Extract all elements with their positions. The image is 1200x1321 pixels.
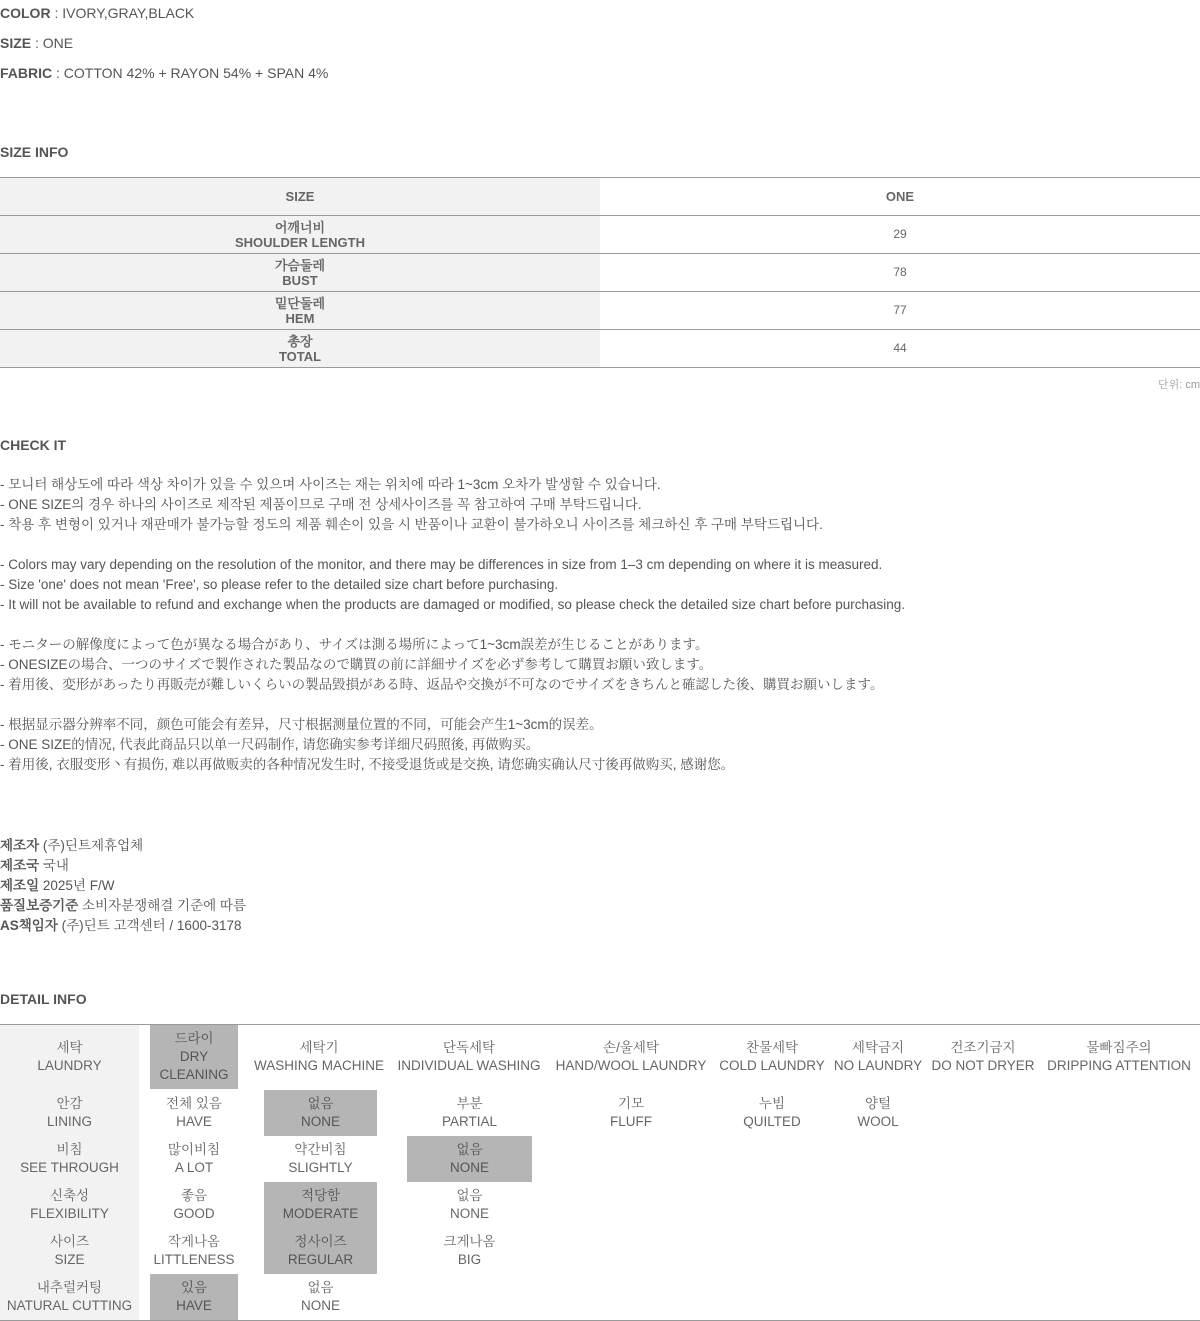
mfg-value: (주)딘트제휴업체: [39, 838, 144, 853]
option-ko: 많이비침: [167, 1142, 221, 1157]
detail-option: [930, 1025, 1036, 1089]
option-en: NONE: [449, 1160, 489, 1175]
option-ko: 비침: [56, 1142, 83, 1157]
size-row-value: 78: [600, 254, 1200, 292]
note-line: - モニターの解像度によって色が異なる場合があり、サイズは測る場所によって1~3cm誤差が生じることがあります。: [0, 637, 709, 652]
note-line: - 根据显示器分辨率不同，颜色可能会有差异，尺寸根据测量位置的不同，可能会产生1~3cm的误差。: [0, 717, 603, 732]
option-ko: 세탁: [56, 1040, 83, 1055]
note-line: - 착용 후 변형이 있거나 재판매가 불가능할 정도의 제품 훼손이 있을 시 반품이나 교환이 불가하오니 사이즈를 체크하신 후 구매 부탁드립니다.: [0, 517, 823, 532]
detail-row-label: [0, 1090, 139, 1136]
option-en: NO LAUNDRY: [833, 1058, 923, 1073]
size-row-label: [0, 292, 600, 330]
option-ko: 정사이즈: [294, 1234, 347, 1249]
option-en: LAUNDRY: [37, 1058, 102, 1073]
option-en: LITTLENESS: [153, 1252, 235, 1267]
note-line: - ONESIZEの場合、一つのサイズで製作された製品なので購買の前に詳細サイズを必ず参考して購買お願い致します。: [0, 657, 713, 672]
mfg-line: [0, 876, 246, 896]
color-value: : IVORY,GRAY,BLACK: [50, 5, 195, 21]
detail-option: [407, 1090, 532, 1136]
option-en: DRIPPING ATTENTION: [1047, 1058, 1191, 1073]
size-row-shoulder: [0, 216, 1200, 254]
size-row-value: 29: [600, 216, 1200, 254]
size-row-label-ko: 가슴둘레: [274, 257, 326, 273]
option-ko: 건조기금지: [950, 1040, 1016, 1055]
detail-option: [150, 1182, 238, 1228]
detail-option: [264, 1182, 377, 1228]
size-line: [0, 35, 73, 51]
unit-note: 단위: cm: [1157, 379, 1200, 391]
size-info-title: SIZE INFO: [0, 144, 69, 160]
option-ko: 작게나옴: [167, 1234, 221, 1249]
option-en: PARTIAL: [441, 1114, 498, 1129]
detail-option: [716, 1090, 828, 1136]
option-ko: 없음: [456, 1188, 483, 1203]
option-ko: 기모: [617, 1096, 645, 1111]
option-en: A LOT: [174, 1160, 214, 1175]
detail-option: [264, 1274, 377, 1320]
size-value: : ONE: [31, 35, 74, 51]
option-ko: 세탁금지: [851, 1040, 905, 1055]
mfg-label: 제조국: [0, 858, 40, 873]
size-header-value: ONE: [600, 178, 1200, 216]
option-ko: 부분: [456, 1096, 483, 1111]
note-line: - 着用後、変形があったり再販売が難しいくらいの製品毀損がある時、返品や交換が不可なのでサイズをきちんと確認した後、購買お願いします。: [0, 677, 884, 692]
note-line: - Colors may vary depending on the resolution of the monitor, and there may be differences in size from 1–3 cm depending on where it is measured.: [0, 557, 883, 572]
size-table: [0, 177, 1200, 368]
detail-option: [716, 1025, 828, 1089]
option-en: REGULAR: [287, 1252, 354, 1267]
option-en: WASHING MACHINE: [253, 1058, 384, 1073]
option-ko: 없음: [307, 1096, 334, 1111]
detail-info-title: DETAIL INFO: [0, 991, 87, 1007]
detail-option: [407, 1182, 532, 1228]
note-line: - 着用後, 衣服变形丶有损伤, 难以再做贩卖的各种情况发生时, 不接受退货或是交换, 请您确实确认尺寸後再做购买, 感谢您。: [0, 757, 735, 772]
detail-grid: [0, 1024, 1200, 1321]
notes-chinese: [0, 715, 734, 775]
option-ko: 있음: [180, 1280, 208, 1295]
detail-option: [264, 1090, 377, 1136]
notes-japanese: [0, 635, 883, 695]
note-line: - It will not be available to refund and exchange when the products are damaged or modified, so please check the detailed size chart before purchasing.: [0, 597, 906, 612]
mfg-label: 제조자: [0, 838, 40, 853]
option-en: COLD LAUNDRY: [719, 1058, 825, 1073]
detail-row-label: [0, 1182, 139, 1228]
note-line: - Size 'one' does not mean 'Free', so please refer to the detailed size chart before purchasing.: [0, 577, 559, 592]
option-en: SLIGHTLY: [288, 1160, 353, 1175]
size-row-hem: [0, 292, 1200, 330]
detail-row-label: [0, 1136, 139, 1182]
option-ko: 적당함: [300, 1188, 341, 1203]
option-en: SEE THROUGH: [20, 1160, 119, 1175]
detail-option: [248, 1025, 390, 1089]
detail-option: [571, 1090, 691, 1136]
option-en: CLEANING: [159, 1067, 229, 1082]
option-ko: 세탁기: [299, 1040, 339, 1055]
notes-english: [0, 555, 905, 615]
detail-option: [150, 1025, 238, 1089]
option-en: NONE: [300, 1114, 340, 1129]
option-en: HAND/WOOL LAUNDRY: [555, 1058, 707, 1073]
manufacturer-info: [0, 836, 246, 936]
option-en: INDIVIDUAL WASHING: [397, 1058, 541, 1073]
fabric-label: FABRIC: [0, 65, 53, 81]
option-en: FLUFF: [610, 1114, 652, 1129]
option-en: WOOL: [857, 1114, 899, 1129]
option-ko: 안감: [56, 1096, 83, 1111]
option-en: HAVE: [176, 1298, 212, 1313]
option-en: SIZE: [54, 1252, 85, 1267]
detail-option: [553, 1025, 709, 1089]
color-label: COLOR: [0, 5, 51, 21]
option-en: NONE: [300, 1298, 340, 1313]
mfg-value: 2025년 F/W: [39, 878, 115, 893]
detail-option: [407, 1228, 532, 1274]
size-header-label: SIZE: [0, 178, 600, 216]
size-row-label-en: HEM: [285, 310, 315, 326]
detail-option: [832, 1025, 924, 1089]
size-row-label: [0, 216, 600, 254]
option-en: DRY: [179, 1049, 209, 1064]
option-ko: 크게나옴: [443, 1234, 496, 1249]
option-en: QUILTED: [743, 1114, 801, 1129]
option-ko: 물빠짐주의: [1086, 1040, 1152, 1055]
note-line: - 모니터 해상도에 따라 색상 차이가 있을 수 있으며 사이즈는 재는 위치에 따라 1~3cm 오차가 발생할 수 있습니다.: [0, 477, 661, 492]
option-ko: 없음: [456, 1142, 483, 1157]
detail-option: [150, 1228, 238, 1274]
color-line: [0, 5, 194, 21]
option-en: BIG: [457, 1252, 482, 1267]
size-row-label: [0, 330, 600, 368]
size-row-label-en: BUST: [282, 272, 318, 288]
detail-option: [150, 1090, 238, 1136]
detail-option: [1042, 1025, 1196, 1089]
size-row-total: [0, 330, 1200, 368]
size-row-label: [0, 254, 600, 292]
size-row-bust: [0, 254, 1200, 292]
mfg-label: AS책임자: [0, 918, 58, 933]
option-en: LINING: [46, 1114, 92, 1129]
option-en: MODERATE: [282, 1206, 359, 1221]
option-en: GOOD: [173, 1206, 215, 1221]
detail-option: [264, 1136, 377, 1182]
detail-option: [264, 1228, 377, 1274]
size-row-value: 44: [600, 330, 1200, 368]
mfg-label: 제조일: [0, 878, 40, 893]
detail-option: [407, 1136, 532, 1182]
detail-option: [150, 1274, 238, 1320]
option-ko: 누빔: [758, 1096, 786, 1111]
option-ko: 전체 있음: [166, 1096, 222, 1111]
mfg-line: [0, 836, 246, 856]
fabric-value: : COTTON 42% + RAYON 54% + SPAN 4%: [52, 65, 329, 81]
option-ko: 찬물세탁: [745, 1040, 799, 1055]
option-ko: 신축성: [49, 1188, 90, 1203]
mfg-label: 품질보증기준: [0, 898, 79, 913]
option-en: NATURAL CUTTING: [6, 1298, 133, 1313]
note-line: - ONE SIZE的情况, 代表此商品只以单一尺码制作, 请您确实参考详细尺码照後, 再做购买。: [0, 737, 540, 752]
option-en: FLEXIBILITY: [30, 1206, 109, 1221]
detail-row-label: [0, 1025, 139, 1089]
option-ko: 좋음: [180, 1188, 208, 1203]
detail-row-label: [0, 1274, 139, 1320]
size-row-label-ko: 밑단둘레: [274, 295, 326, 311]
size-row-label-en: SHOULDER LENGTH: [235, 234, 365, 250]
option-en: HAVE: [176, 1114, 212, 1129]
mfg-value: 국내: [39, 858, 69, 873]
check-it-title: CHECK IT: [0, 437, 67, 453]
size-row-label-en: TOTAL: [278, 348, 322, 364]
size-table-header: [0, 178, 1200, 216]
option-ko: 드라이: [174, 1031, 214, 1046]
option-ko: 없음: [307, 1280, 334, 1295]
fabric-line: [0, 65, 328, 81]
option-en: NONE: [449, 1206, 489, 1221]
detail-row-label: [0, 1228, 139, 1274]
mfg-line: [0, 896, 246, 916]
mfg-value: 소비자분쟁해결 기준에 따름: [78, 898, 246, 913]
option-ko: 손/울세탁: [603, 1040, 659, 1055]
mfg-value: (주)딘트 고객센터 / 1600-3178: [57, 918, 242, 933]
size-label: SIZE: [0, 35, 32, 51]
size-row-value: 77: [600, 292, 1200, 330]
option-ko: 약간비침: [294, 1142, 347, 1157]
mfg-line: [0, 916, 246, 936]
size-row-label-ko: 어깨너비: [274, 219, 326, 235]
option-ko: 단독세탁: [442, 1040, 496, 1055]
detail-option: [832, 1090, 924, 1136]
note-line: - ONE SIZE의 경우 하나의 사이즈로 제작된 제품이므로 구매 전 상세사이즈를 꼭 참고하여 구매 부탁드립니다.: [0, 497, 642, 512]
option-en: DO NOT DRYER: [931, 1058, 1035, 1073]
option-ko: 내추럴커팅: [36, 1280, 103, 1295]
notes-korean: [0, 475, 823, 535]
detail-option: [397, 1025, 541, 1089]
size-row-label-ko: 총장: [287, 333, 313, 349]
mfg-line: [0, 856, 246, 876]
detail-option: [150, 1136, 238, 1182]
option-ko: 사이즈: [49, 1234, 90, 1249]
option-ko: 양털: [864, 1096, 892, 1111]
